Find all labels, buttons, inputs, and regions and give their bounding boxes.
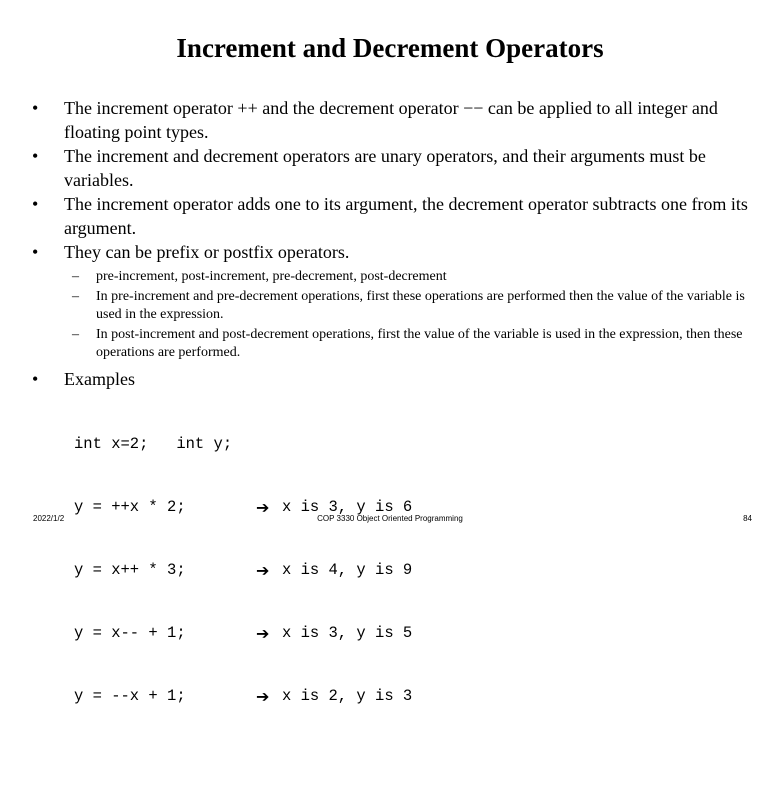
sub-bullet-text: In post-increment and post-decrement operations, first the value of the variable is used in the expression, then these operations are performed. bbox=[96, 327, 743, 360]
code-row bbox=[74, 686, 413, 707]
bullet-text: They can be prefix or postfix operators. bbox=[64, 242, 350, 262]
footer-course: COP 3330 Object Oriented Programming bbox=[317, 514, 463, 523]
bullet-dot-icon: • bbox=[32, 146, 39, 166]
code-line: int x=2; int y; bbox=[74, 435, 233, 453]
bullet-text: The increment operator adds one to its argument, the decrement operator subtracts one from its argument. bbox=[64, 194, 748, 238]
right-arrow-icon: ➔ bbox=[256, 687, 270, 706]
code-declaration bbox=[74, 434, 233, 455]
right-arrow-icon: ➔ bbox=[256, 561, 270, 580]
code-expression: y = --x + 1; bbox=[74, 687, 186, 705]
sub-bullet-text: In pre-increment and pre-decrement operations, first these operations are performed then the value of the variable is used in the expression. bbox=[96, 289, 745, 322]
code-result: x is 2, y is 3 bbox=[282, 687, 413, 705]
footer-date: 2022/1/2 bbox=[33, 514, 65, 523]
sub-bullet-list bbox=[72, 268, 752, 364]
sub-bullet-item bbox=[72, 288, 752, 324]
code-row bbox=[74, 623, 413, 644]
code-result: x is 3, y is 5 bbox=[282, 624, 413, 642]
bullet-dot-icon: • bbox=[32, 194, 39, 214]
bullet-dot-icon: • bbox=[32, 369, 39, 389]
code-expression: y = x-- + 1; bbox=[74, 624, 186, 642]
bullet-list bbox=[32, 96, 767, 264]
bullet-item bbox=[32, 240, 767, 264]
sub-bullet-text: pre-increment, post-increment, pre-decrement, post-decrement bbox=[96, 269, 447, 284]
bullet-dot-icon: • bbox=[32, 242, 39, 262]
bullet-item bbox=[32, 144, 767, 192]
bullet-item bbox=[32, 192, 767, 240]
code-row bbox=[74, 560, 413, 581]
examples-label: Examples bbox=[64, 369, 135, 389]
dash-icon: – bbox=[72, 289, 79, 304]
dash-icon: – bbox=[72, 269, 79, 284]
right-arrow-icon: ➔ bbox=[256, 624, 270, 643]
slide-title: Increment and Decrement Operators bbox=[176, 33, 604, 63]
code-result: x is 4, y is 9 bbox=[282, 561, 413, 579]
code-result: x is 3, y is 6 bbox=[282, 498, 413, 516]
footer-page-number: 84 bbox=[743, 514, 752, 523]
code-expression: y = x++ * 3; bbox=[74, 561, 186, 579]
bullet-text: The increment operator ++ and the decrement operator −− can be applied to all integer and floating point types. bbox=[64, 98, 718, 142]
bullet-dot-icon: • bbox=[32, 98, 39, 118]
bullet-item bbox=[32, 96, 767, 144]
code-expression: y = ++x * 2; bbox=[74, 498, 186, 516]
dash-icon: – bbox=[72, 327, 79, 342]
sub-bullet-item bbox=[72, 268, 752, 286]
sub-bullet-item bbox=[72, 326, 752, 362]
right-arrow-icon: ➔ bbox=[256, 498, 270, 517]
bullet-text: The increment and decrement operators are unary operators, and their arguments must be variables. bbox=[64, 146, 706, 190]
